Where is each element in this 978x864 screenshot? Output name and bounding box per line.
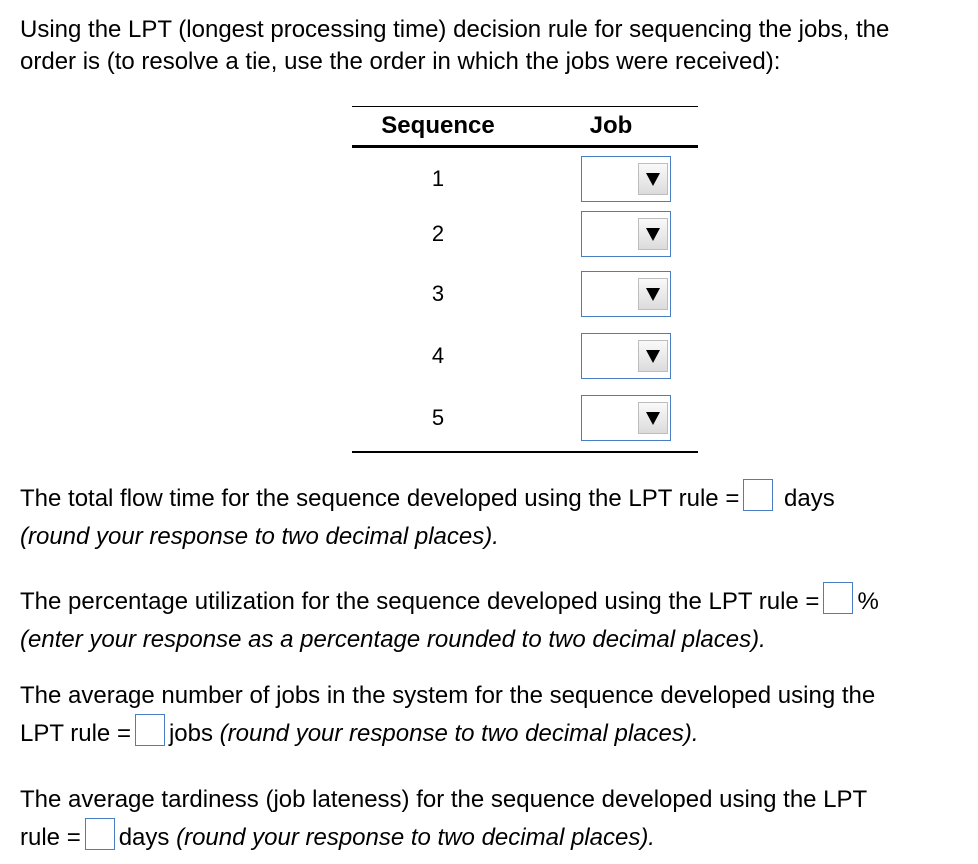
- sequence-number: 5: [431, 405, 445, 430]
- sequence-table-header: [352, 107, 698, 148]
- sequence-table-body: [352, 148, 698, 451]
- tardiness-prompt: rule =: [20, 824, 81, 851]
- job-cell: [524, 395, 698, 441]
- dropdown-arrow-icon[interactable]: [638, 340, 668, 372]
- sequence-table: [352, 106, 698, 453]
- flow-time-unit: days: [784, 485, 835, 512]
- job-select-4[interactable]: [581, 333, 671, 379]
- job-cell: [524, 211, 698, 257]
- sequence-number: 3: [431, 281, 445, 306]
- avg-jobs-unit: jobs: [168, 720, 213, 747]
- job-cell: [524, 156, 698, 202]
- utilization-question: [20, 583, 970, 659]
- avg-jobs-prompt: LPT rule =: [20, 720, 131, 747]
- sequence-number: 2: [431, 221, 445, 246]
- utilization-prompt: The percentage utilization for the sequence developed using the LPT rule =: [20, 588, 820, 615]
- job-select-5[interactable]: [581, 395, 671, 441]
- job-cell: [524, 333, 698, 379]
- dropdown-arrow-icon[interactable]: [638, 278, 668, 310]
- flow-time-note: (round your response to two decimal places).: [20, 523, 499, 550]
- avg-jobs-question: [20, 677, 970, 753]
- flow-time-input[interactable]: [743, 479, 773, 511]
- tardiness-input[interactable]: [85, 818, 115, 850]
- job-column-header: Job: [589, 112, 633, 139]
- intro-text: [20, 14, 970, 78]
- job-select-3[interactable]: [581, 271, 671, 317]
- avg-jobs-note: (round your response to two decimal places).: [219, 720, 699, 747]
- utilization-note: (enter your response as a percentage rounded to two decimal places).: [20, 626, 766, 653]
- avg-jobs-input[interactable]: [135, 714, 165, 746]
- sequence-number: 4: [431, 343, 445, 368]
- utilization-unit: %: [857, 588, 879, 615]
- intro-line-1: Using the LPT (longest processing time) decision rule for sequencing the jobs, the: [20, 16, 890, 43]
- dropdown-arrow-icon[interactable]: [638, 402, 668, 434]
- avg-jobs-prompt-line1: The average number of jobs in the system for the sequence developed using the: [20, 682, 876, 709]
- table-row: [352, 153, 698, 205]
- tardiness-note: (round your response to two decimal places).: [176, 824, 655, 851]
- sequence-column-header: Sequence: [381, 112, 495, 139]
- job-cell: [524, 271, 698, 317]
- dropdown-arrow-icon[interactable]: [638, 218, 668, 250]
- utilization-input[interactable]: [823, 582, 853, 614]
- tardiness-prompt-line1: The average tardiness (job lateness) for the sequence developed using the LPT: [20, 786, 868, 813]
- tardiness-question: [20, 781, 970, 857]
- flow-time-prompt: The total flow time for the sequence developed using the LPT rule =: [20, 485, 740, 512]
- tardiness-unit: days: [118, 824, 170, 851]
- table-row: [352, 387, 698, 449]
- dropdown-arrow-icon[interactable]: [638, 163, 668, 195]
- job-select-1[interactable]: [581, 156, 671, 202]
- job-select-2[interactable]: [581, 211, 671, 257]
- table-row: [352, 263, 698, 325]
- table-row: [352, 325, 698, 387]
- table-row: [352, 205, 698, 263]
- flow-time-question: [20, 480, 970, 556]
- sequence-number: 1: [431, 166, 445, 191]
- intro-line-2: order is (to resolve a tie, use the order in which the jobs were received):: [20, 48, 781, 75]
